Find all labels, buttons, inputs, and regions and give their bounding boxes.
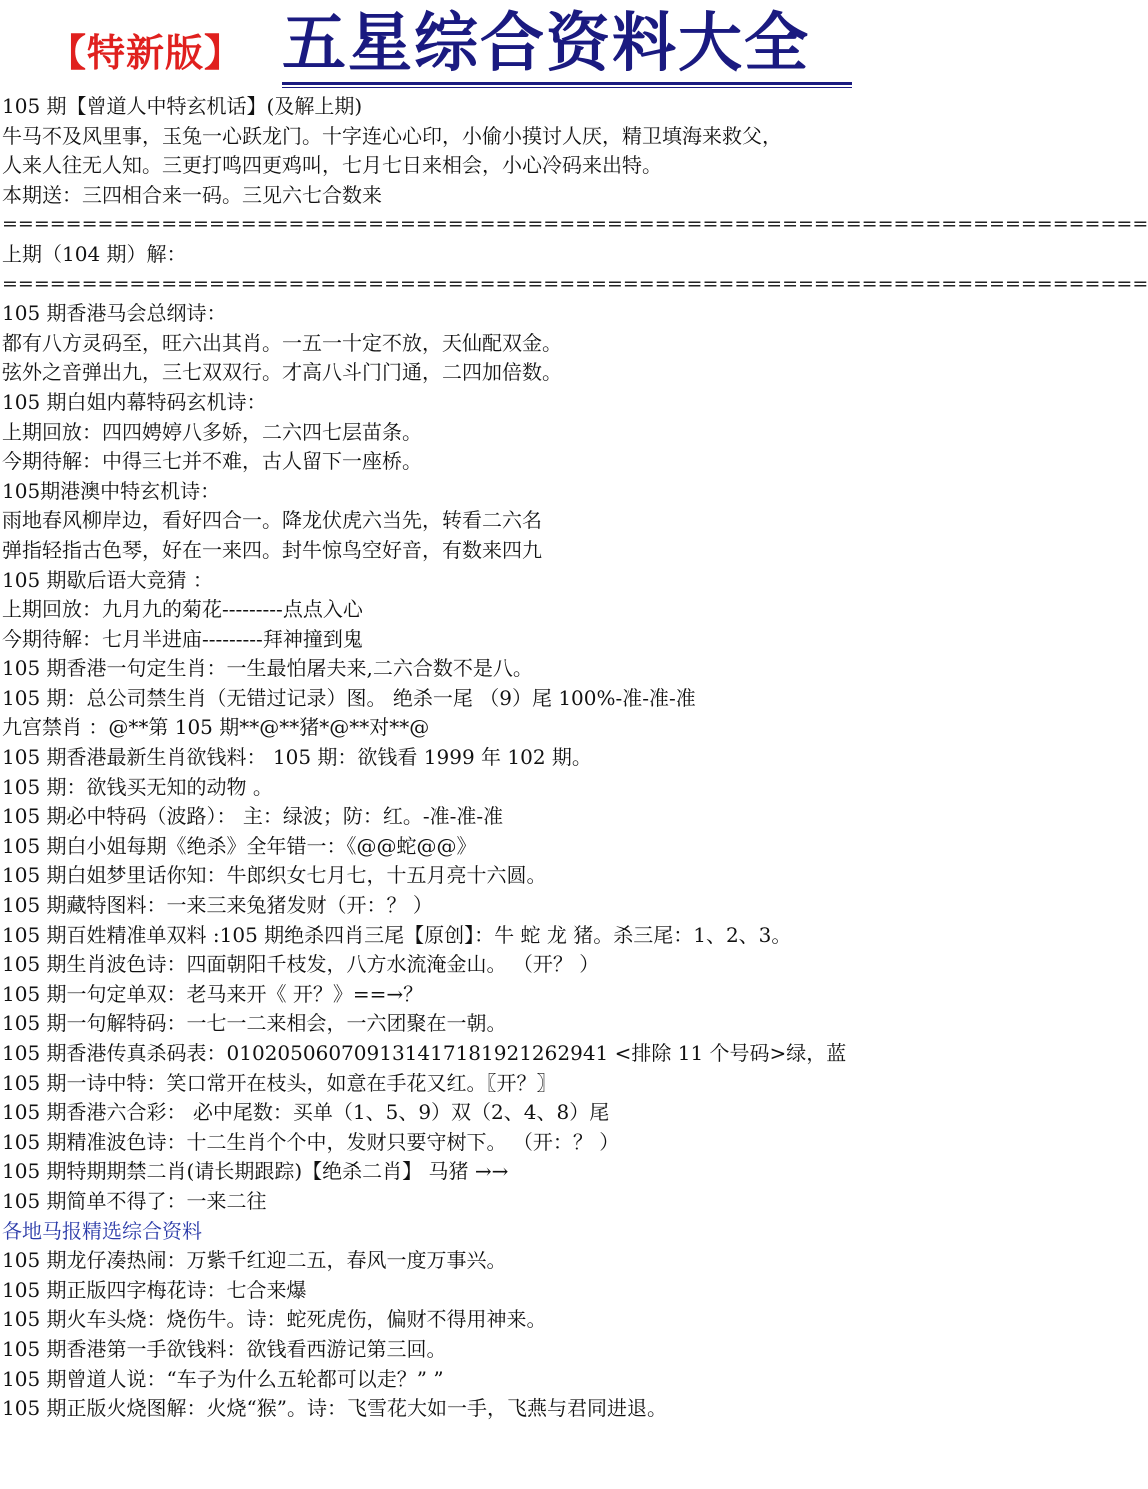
text-line: 上期（104 期）解： [2, 241, 187, 266]
text-line: 105 期白姐梦里话你知：牛郎织女七月七，十五月亮十六圆。 [2, 863, 547, 888]
text-line: 都有八方灵码至，旺六出其肖。一五一十定不放，天仙配双金。 [2, 330, 562, 355]
text-line: 上期回放：九月九的菊花---------点点入心 [2, 597, 363, 622]
text-line: 105 期：总公司禁生肖（无错过记录）图。 绝杀一尾 （9）尾 100%-准-准-准 [2, 685, 696, 710]
text-line: 九宫禁肖 ：@**第 105 期**@**猪*@**对**@ [2, 715, 430, 740]
separator-line: ======================================================================== [2, 272, 1148, 295]
text-line: 105 期火车头烧：烧伤牛。诗：蛇死虎伤，偏财不得用神来。 [2, 1307, 547, 1332]
text-line: 105 期香港第一手欲钱料：欲钱看西游记第三回。 [2, 1336, 447, 1361]
text-line: 105 期正版四字梅花诗：七合来爆 [2, 1277, 307, 1302]
text-line: 105 期必中特码（波路）： 主：绿波；防：红。-准-准-准 [2, 804, 504, 829]
text-line: 105 期简单不得了：一来二往 [2, 1188, 267, 1213]
page-header [0, 0, 960, 92]
text-line: 弦外之音弹出九，三七双双行。才高八斗门门通，二四加倍数。 [2, 360, 562, 385]
text-line: 弹指轻指古色琴，好在一来四。封牛惊鸟空好音，有数来四九 [2, 537, 542, 562]
text-line: 105 期香港最新生肖欲钱料： 105 期：欲钱看 1999 年 102 期。 [2, 745, 592, 770]
text-line: 今期待解：七月半进庙---------拜神撞到鬼 [2, 626, 363, 651]
text-line: 105 期龙仔凑热闹：万紫千红迎二五，春风一度万事兴。 [2, 1248, 507, 1273]
text-line: 上期回放：四四娉婷八多娇，二六四七层苗条。 [2, 419, 422, 444]
text-line: 105 期【曾道人中特玄机话】(及解上期) [2, 94, 363, 118]
text-line: 今期待解：中得三七并不难，古人留下一座桥。 [2, 449, 422, 474]
text-line: 105 期香港传真杀码表：01020506070913141718192126294‌1 <排除 11 个号码>绿，蓝 [2, 1041, 847, 1065]
text-line: 105 期特期期禁二肖(请长期跟踪)【绝杀二肖】 马猪 →→ [2, 1159, 509, 1184]
page-title: 五星综合资料大全 [282, 6, 810, 81]
text-line: 105 期藏特图料：一来三来兔猪发财（开：？ ） [2, 893, 433, 918]
separator-line: ======================================================================== [2, 213, 1148, 236]
text-line: 本期送：三四相合来一码。三见六七合数来 [2, 182, 382, 207]
title-underline [282, 82, 852, 85]
text-line: 105 期生肖波色诗：四面朝阳千枝发，八方水流淹金山。 （开？ ） [2, 952, 600, 977]
text-line: 105 期百姓精准单双料 :105 期绝杀四肖三尾【原创】：牛 蛇 龙 猪。杀三尾：1、2、3。 [2, 922, 792, 947]
title-underline-thin [282, 87, 852, 88]
text-line: 105 期精准波色诗：十二生肖个个中，发财只要守树下。 （开：？ ） [2, 1129, 620, 1154]
text-line: 105 期一句定单双：老马来开《 开？》==→？ [2, 981, 424, 1006]
document-body [2, 92, 1148, 1424]
text-line: 105 期一句解特码：一七一二来相会，一六团聚在一朝。 [2, 1011, 507, 1036]
text-line: 105 期白小姐每期《绝杀》全年错一：《@@蛇@@》 [2, 833, 477, 858]
text-line: 105 期白姐内幕特码玄机诗： [2, 389, 267, 414]
text-line: 人来人往无人知。三更打鸣四更鸡叫，七月七日来相会，小心冷码来出特。 [2, 153, 662, 178]
text-line: 105 期歇后语大竞猜 ： [2, 567, 213, 592]
text-line: 105 期香港马会总纲诗： [2, 301, 227, 326]
text-line: 牛马不及风里事，玉兔一心跃龙门。十字连心心印，小偷小摸讨人厌，精卫填海来救父， [2, 123, 782, 148]
text-line: 雨地春风柳岸边，看好四合一。降龙伏虎六当先，转看二六名 [2, 508, 542, 533]
text-line: 105 期正版火烧图解：火烧“猴”。诗：飞雪花大如一手，飞燕与君同进退。 [2, 1396, 667, 1421]
text-line: 105 期香港六合彩： 必中尾数：买单（1、5、9）双（2、4、8）尾 [2, 1100, 610, 1125]
text-line: 105 期一诗中特：笑口常开在枝头，如意在手花又红。〖开？〗 [2, 1070, 557, 1095]
edition-badge: 【特新版】 [48, 31, 244, 75]
text-line: 105 期：欲钱买无知的动物 。 [2, 774, 273, 799]
text-line: 105 期曾道人说：“车子为什么五轮都可以走？” ” [2, 1366, 444, 1391]
text-line: 105期港澳中特玄机诗： [2, 478, 221, 503]
text-line: 105 期香港一句定生肖：一生最怕屠夫来,二六合数不是八。 [2, 656, 533, 681]
section-heading: 各地马报精选综合资料 [2, 1218, 202, 1243]
